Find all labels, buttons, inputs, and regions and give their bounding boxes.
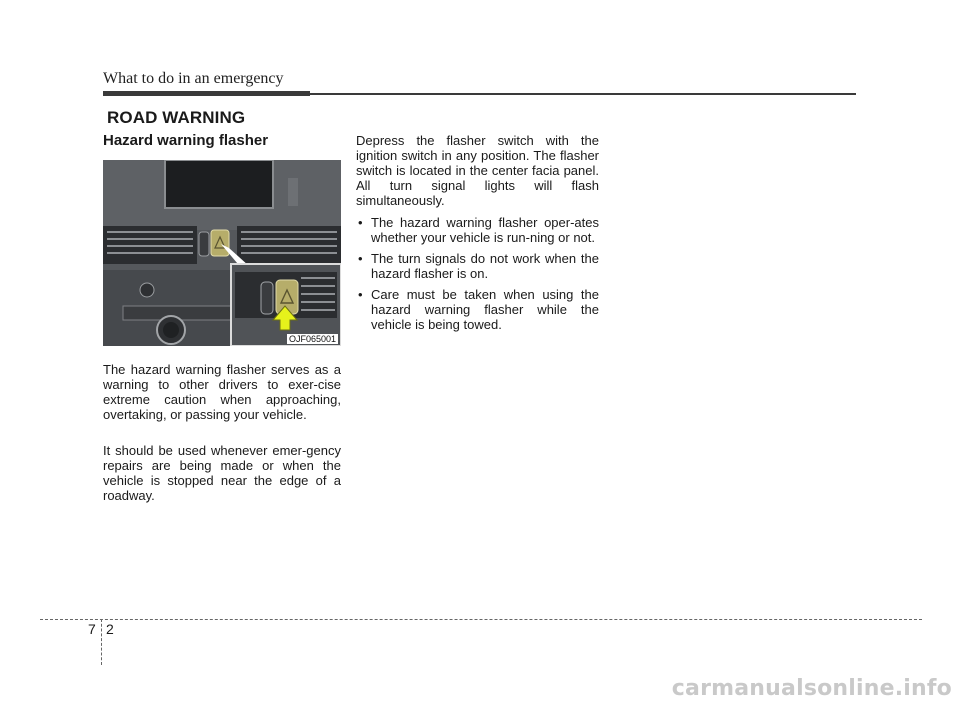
hazard-notes-list	[356, 215, 599, 338]
list-item: • Care must be taken when using the hazard warning flasher while the vehicle is being towed.	[356, 287, 599, 332]
hazard-purpose-paragraph: The hazard warning flasher serves as a warning to other drivers to exer-cise extreme caution when approaching, overtaking, or passing your vehicle.	[103, 362, 341, 422]
flasher-switch-paragraph: Depress the flasher switch with the ignition switch in any position. The flasher switch is located in the center facia panel. All turn signal lights will flash simultaneously.	[356, 133, 599, 208]
header-rule-thin	[310, 93, 856, 95]
footer-vertical-rule	[101, 619, 102, 665]
list-item: • The turn signals do not work when the hazard flasher is on.	[356, 251, 599, 281]
subsection-title: Hazard warning flasher	[103, 132, 269, 149]
header-rule-thick	[103, 91, 310, 96]
section-title: ROAD WARNING	[107, 108, 246, 127]
footer-rule	[40, 619, 922, 620]
watermark: carmanualsonline.info	[671, 676, 952, 701]
hazard-switch-figure	[103, 160, 341, 346]
page-number: 2	[106, 621, 114, 637]
figure-code-label: OJF065001	[288, 334, 336, 344]
dashboard-illustration	[103, 160, 341, 346]
list-item: • The hazard warning flasher oper-ates whether your vehicle is run-ning or not.	[356, 215, 599, 245]
chapter-header-title: What to do in an emergency	[103, 70, 284, 87]
chapter-number: 7	[88, 621, 96, 637]
hazard-usage-paragraph: It should be used whenever emer-gency repairs are being made or when the vehicle is stopped near the edge of a roadway.	[103, 443, 341, 503]
